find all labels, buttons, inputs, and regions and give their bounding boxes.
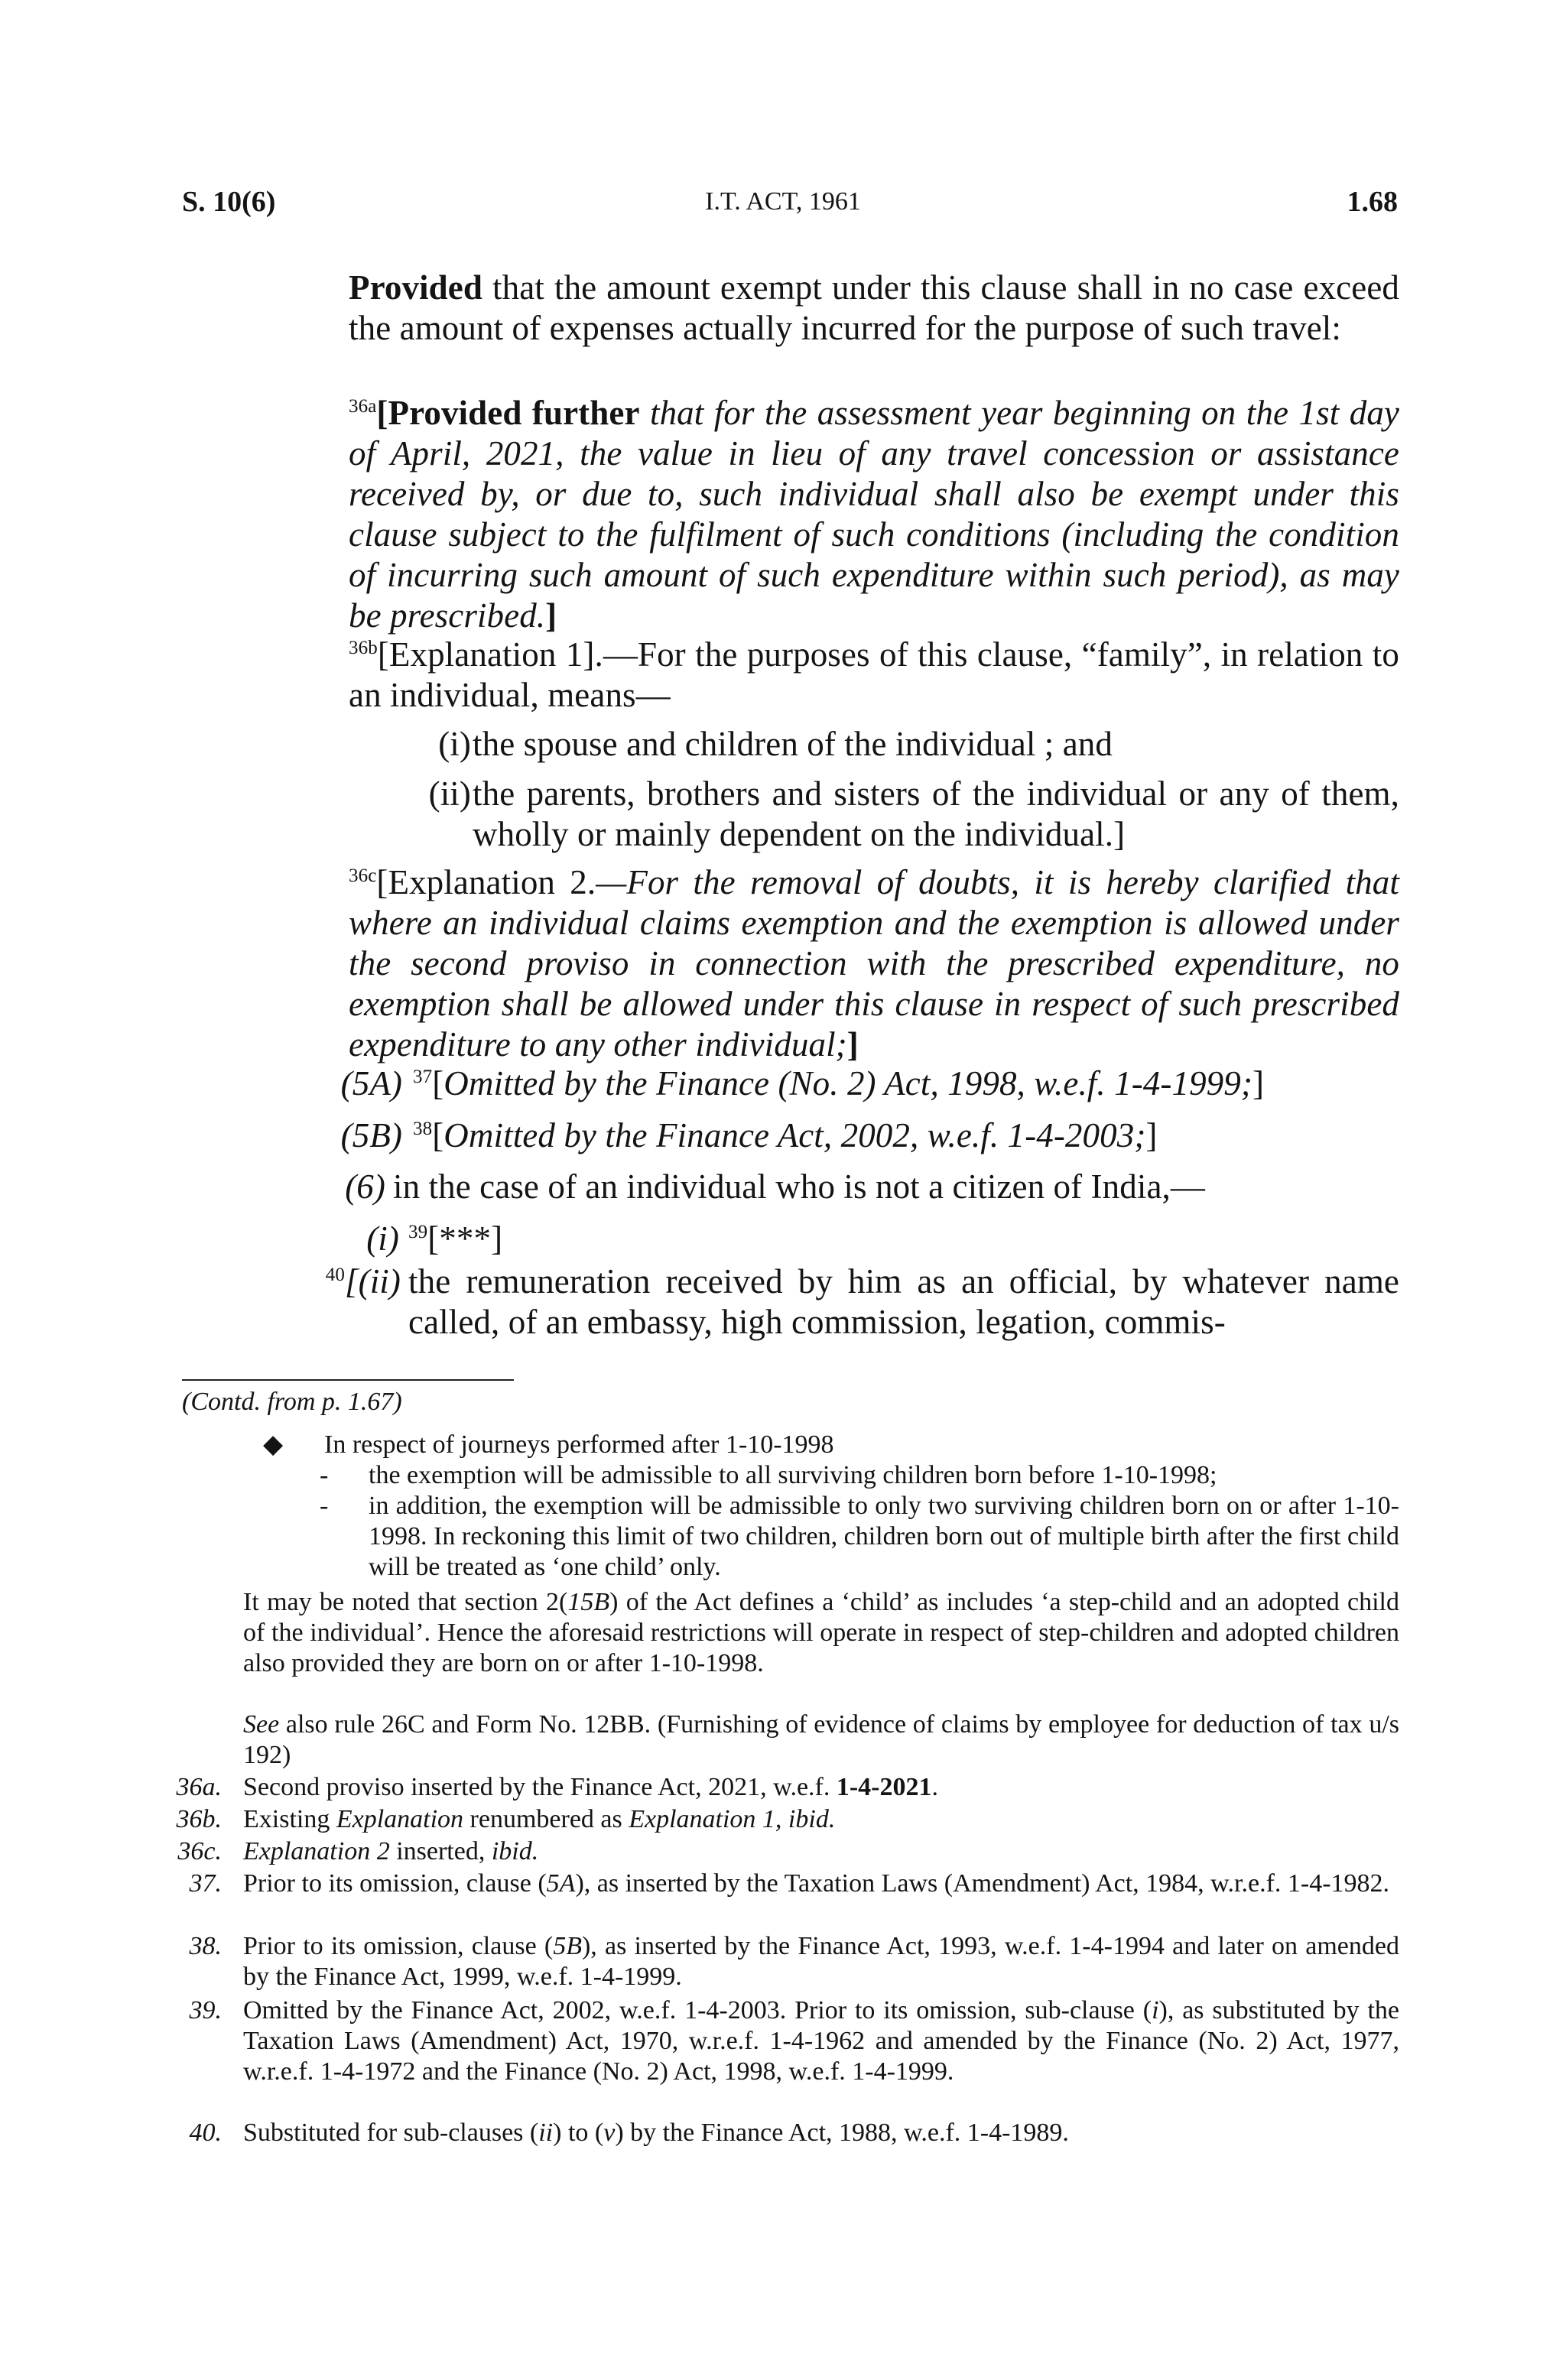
footnote-bullet-text: In respect of journeys performed after 1-10-1998 [324, 1430, 834, 1459]
footnote-marker-39: 39 [408, 1222, 428, 1242]
clause-label-6: (6) [345, 1167, 385, 1206]
explanation-1-text: —For the purposes of this clause, “family”, in relation to an individual, means— [349, 635, 1399, 714]
proviso-text: that the amount exempt under this clause shall in no case exceed the amount of expenses actually incurred for the purpose of such travel: [349, 268, 1399, 347]
proviso-paragraph [349, 268, 1399, 349]
close-bracket: ] [846, 1025, 859, 1063]
act-title: I.T. ACT, 1961 [705, 187, 861, 216]
close-bracket: ] [545, 596, 557, 635]
proviso-further-keyword: Provided further [388, 394, 640, 432]
second-proviso-paragraph [349, 393, 1399, 636]
diamond-bullet-icon: ◆ [263, 1430, 284, 1459]
footnote-number-36b: 36b. [176, 1805, 222, 1833]
dash-marker: - [320, 1461, 329, 1489]
footnote-see-also: See also rule 26C and Form No. 12BB. (Furnishing of evidence of claims by employee for deduction of tax u/s 192) [243, 1710, 1399, 1769]
footnote-dash-1: the exemption will be admissible to all surviving children born before 1-10-1998; [369, 1461, 1217, 1489]
explanation-1-paragraph [349, 635, 1399, 716]
footnote-number-36c: 36c. [177, 1837, 222, 1865]
explanation-2-paragraph [349, 862, 1399, 1065]
clause-6-text: in the case of an individual who is not a citizen of India,— [393, 1167, 1205, 1206]
subclause-ii-label-text: [(ii) [345, 1262, 401, 1300]
footnote-marker-37: 37 [413, 1067, 433, 1087]
dash-marker: - [320, 1492, 329, 1520]
footnote-40: Substituted for sub-clauses (ii) to (v) by the Finance Act, 1988, w.e.f. 1-4-1989. [243, 2119, 1069, 2147]
second-proviso-text: that for the assessment year beginning on the 1st day of April, 2021, the value in lieu of any travel concession or assistance received by, or due to, such individual shall also be exempt under this clause subject to the fulfilment of such conditions (including the condition of incurring such amount of such expenditure within such period), as may be prescribed. [349, 394, 1399, 635]
footnote-36b: Existing Explanation renumbered as Explanation 1, ibid. [243, 1805, 836, 1833]
footnote-number-37: 37. [189, 1869, 222, 1898]
clause-label-5a: (5A) [340, 1064, 402, 1102]
subclause-i-text [408, 1219, 867, 1259]
footnote-marker-36c: 36c [349, 865, 377, 886]
close-bracket: ] [1252, 1064, 1265, 1102]
section-reference: S. 10(6) [182, 186, 276, 218]
footnote-38: Prior to its omission, clause (5B), as inserted by the Finance Act, 1993, w.e.f. 1-4-1994 and later on amended by the Finance Act, 1999, w.e.f. 1-4-1999. [243, 1932, 1399, 1991]
proviso-keyword: Provided [349, 268, 482, 307]
footnote-number-36a: 36a. [176, 1773, 222, 1801]
footnote-39: Omitted by the Finance Act, 2002, w.e.f. 1-4-2003. Prior to its omission, sub-clause (i), as substituted by the Taxation Laws (Amendment) Act, 1970, w.r.e.f. 1-4-1962 and amended by the Finance (No. 2) Act, 1977, w.r.e.f. 1-4-1972 and the Finance (No. 2) Act, 1998, w.e.f. 1-4-1999. [243, 1996, 1399, 2086]
footnote-marker-38: 38 [413, 1119, 433, 1139]
subclause-label-i: (i) [366, 1219, 399, 1258]
subclause-i-omitted: [***] [427, 1219, 503, 1258]
footnote-37: Prior to its omission, clause (5A), as inserted by the Taxation Laws (Amendment) Act, 1984, w.r.e.f. 1-4-1982. [243, 1869, 1390, 1898]
footnote-number-38: 38. [189, 1932, 222, 1960]
open-bracket: [ [376, 394, 388, 432]
footnote-dash-2: in addition, the exemption will be admissible to only two surviving children born on or after 1-10-1998. In reckoning this limit of two children, children born out of multiple birth after the first child will be treated as ‘one child’ only. [369, 1492, 1399, 1581]
footnote-36c: Explanation 2 inserted, ibid. [243, 1837, 539, 1865]
explanation-2-text: —For the removal of doubts, it is hereby clarified that where an individual claims exemption and the exemption is allowed under the second proviso in connection with the prescribed expenditure, no exemption shall be allowed under this clause in respect of such prescribed expenditure to any other individual; [349, 863, 1399, 1063]
clause-5a-omitted: Omitted by the Finance (No. 2) Act, 1998, w.e.f. 1-4-1999; [443, 1064, 1252, 1102]
page-number: 1.68 [1347, 186, 1398, 218]
item-text-ii: the parents, brothers and sisters of the individual or any of them, wholly or mainly dependent on the individual.] [473, 774, 1399, 853]
subclause-label-ii [275, 1261, 401, 1302]
item-text-i: the spouse and children of the individual ; and [473, 725, 1113, 763]
footnote-36a: Second proviso inserted by the Finance Act, 2021, w.e.f. 1-4-2021. [243, 1773, 939, 1801]
clause-5a-text [413, 1063, 1399, 1104]
explanation-1-lead: [Explanation 1]. [377, 635, 603, 674]
clause-5b-text [413, 1115, 1399, 1156]
clause-label-5b: (5B) [340, 1116, 402, 1154]
item-label-i: (i) [438, 725, 471, 763]
footnote-marker-40: 40 [325, 1265, 345, 1285]
subclause-ii-text: the remuneration received by him as an official, by whatever name called, of an embassy, high commission, legation, commis- [408, 1262, 1399, 1341]
footnote-marker-36b: 36b [349, 638, 378, 658]
footnote-continued: (Contd. from p. 1.67) [182, 1388, 402, 1416]
open-bracket: [ [432, 1064, 444, 1102]
item-label-ii: (ii) [428, 774, 471, 813]
clause-5b-omitted: Omitted by the Finance Act, 2002, w.e.f. 1-4-2003; [443, 1116, 1146, 1154]
close-bracket: ] [1145, 1116, 1158, 1154]
footnote-number-40: 40. [189, 2119, 222, 2147]
open-bracket: [ [432, 1116, 444, 1154]
footnote-number-39: 39. [189, 1996, 222, 2024]
explanation-2-lead: [Explanation 2. [376, 863, 596, 901]
footnote-child-note: It may be noted that section 2(15B) of the Act defines a ‘child’ as includes ‘a step-child and an adopted child of the individual’. Hence the aforesaid restrictions will operate in respect of step-children and adopted children also provided they are born on or after 1-10-1998. [243, 1588, 1399, 1677]
footnote-marker-36a: 36a [349, 396, 377, 417]
footnote-divider [182, 1379, 514, 1381]
